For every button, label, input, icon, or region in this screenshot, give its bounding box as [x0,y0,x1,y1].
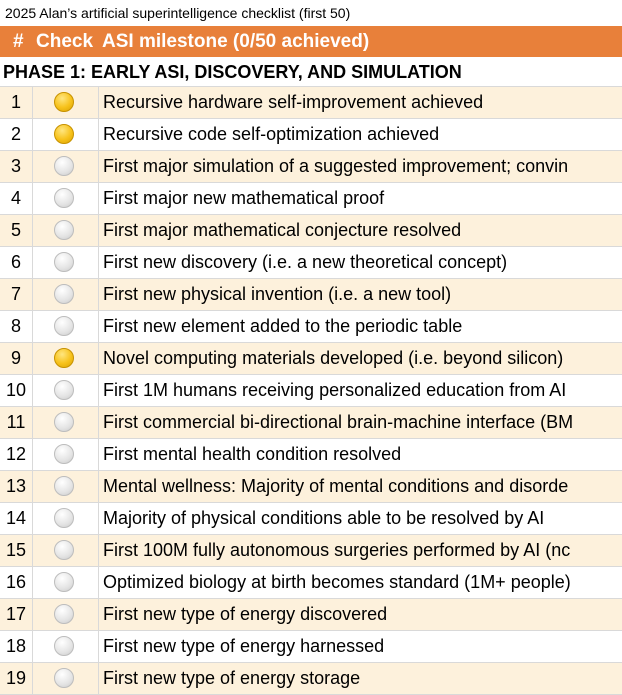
milestone-text: First new type of energy discovered [103,604,388,624]
milestone-text: Recursive code self-optimization achieved [103,124,440,144]
milestone-text: First new physical invention (i.e. a new tool) [103,284,452,304]
check-cell [33,343,99,374]
milestone-text: Novel computing materials developed (i.e. beyond silicon) [103,348,564,368]
table-row [0,407,622,439]
gray-circle-icon[interactable] [54,284,74,304]
table-row [0,439,622,471]
table-row [0,535,622,567]
table-row [0,151,622,183]
header-check: Check [36,30,94,52]
table-row [0,87,622,119]
check-cell [33,183,99,214]
milestone-text: Recursive hardware self-improvement achieved [103,92,484,112]
row-number: 14 [0,503,33,534]
check-cell [33,439,99,470]
row-number: 7 [0,279,33,310]
table-row [0,215,622,247]
gray-circle-icon[interactable] [54,412,74,432]
check-cell [33,599,99,630]
table-row [0,183,622,215]
check-cell [33,247,99,278]
row-number: 12 [0,439,33,470]
check-cell [33,375,99,406]
gray-circle-icon[interactable] [54,252,74,272]
table-row [0,279,622,311]
header-milestone: ASI milestone (0/50 achieved) [102,30,370,52]
gray-circle-icon[interactable] [54,156,74,176]
milestone-text: First mental health condition resolved [103,444,402,464]
gray-circle-icon[interactable] [54,604,74,624]
table-row [0,119,622,151]
row-number: 9 [0,343,33,374]
check-cell [33,535,99,566]
row-number: 10 [0,375,33,406]
gray-circle-icon[interactable] [54,220,74,240]
milestone-text: First new type of energy storage [103,668,361,688]
gray-circle-icon[interactable] [54,476,74,496]
table-row [0,247,622,279]
check-cell [33,631,99,662]
milestone-text: First 1M humans receiving personalized education from AI [103,380,567,400]
row-number: 11 [0,407,33,438]
row-number: 1 [0,87,33,118]
row-number: 8 [0,311,33,342]
table-row [0,599,622,631]
check-cell [33,119,99,150]
check-cell [33,503,99,534]
gray-circle-icon[interactable] [54,636,74,656]
table-row [0,471,622,503]
row-number: 18 [0,631,33,662]
table-header [0,26,622,57]
row-number: 3 [0,151,33,182]
gray-circle-icon[interactable] [54,444,74,464]
milestone-text: Majority of physical conditions able to be resolved by AI [103,508,545,528]
gray-circle-icon[interactable] [54,508,74,528]
check-cell [33,151,99,182]
sheet-caption: 2025 Alan’s artificial superintelligence checklist (first 50) [5,5,351,21]
milestone-text: First new type of energy harnessed [103,636,385,656]
table-row [0,375,622,407]
table-row [0,311,622,343]
check-cell [33,215,99,246]
row-number: 6 [0,247,33,278]
header-num: # [13,30,24,52]
table-row [0,503,622,535]
milestone-text: First new element added to the periodic table [103,316,463,336]
milestone-text: First major new mathematical proof [103,188,385,208]
gray-circle-icon[interactable] [54,316,74,336]
check-cell [33,279,99,310]
gray-circle-icon[interactable] [54,380,74,400]
table-row [0,567,622,599]
row-number: 13 [0,471,33,502]
milestone-text: First new discovery (i.e. a new theoretical concept) [103,252,508,272]
row-number: 17 [0,599,33,630]
row-number: 16 [0,567,33,598]
row-number: 19 [0,663,33,694]
gray-circle-icon[interactable] [54,668,74,688]
check-cell [33,311,99,342]
check-cell [33,87,99,118]
row-number: 4 [0,183,33,214]
check-cell [33,663,99,694]
table-row [0,663,622,695]
row-number: 15 [0,535,33,566]
milestone-text: Optimized biology at birth becomes standard (1M+ people) [103,572,571,592]
milestone-text: First commercial bi-directional brain-machine interface (BM [103,412,574,432]
check-cell [33,471,99,502]
yellow-circle-icon[interactable] [54,92,74,112]
yellow-circle-icon[interactable] [54,348,74,368]
table-row [0,343,622,375]
gray-circle-icon[interactable] [54,540,74,560]
yellow-circle-icon[interactable] [54,124,74,144]
row-number: 5 [0,215,33,246]
check-cell [33,407,99,438]
milestone-text: First major simulation of a suggested improvement; convin [103,156,569,176]
gray-circle-icon[interactable] [54,188,74,208]
phase-heading: PHASE 1: EARLY ASI, DISCOVERY, AND SIMULATION [0,57,622,87]
gray-circle-icon[interactable] [54,572,74,592]
milestone-text: Mental wellness: Majority of mental conditions and disorde [103,476,569,496]
milestone-text: First 100M fully autonomous surgeries performed by AI (nc [103,540,571,560]
table-row [0,631,622,663]
checklist-rows [0,87,622,695]
check-cell [33,567,99,598]
milestone-text: First major mathematical conjecture resolved [103,220,462,240]
row-number: 2 [0,119,33,150]
checklist-table [0,26,622,695]
